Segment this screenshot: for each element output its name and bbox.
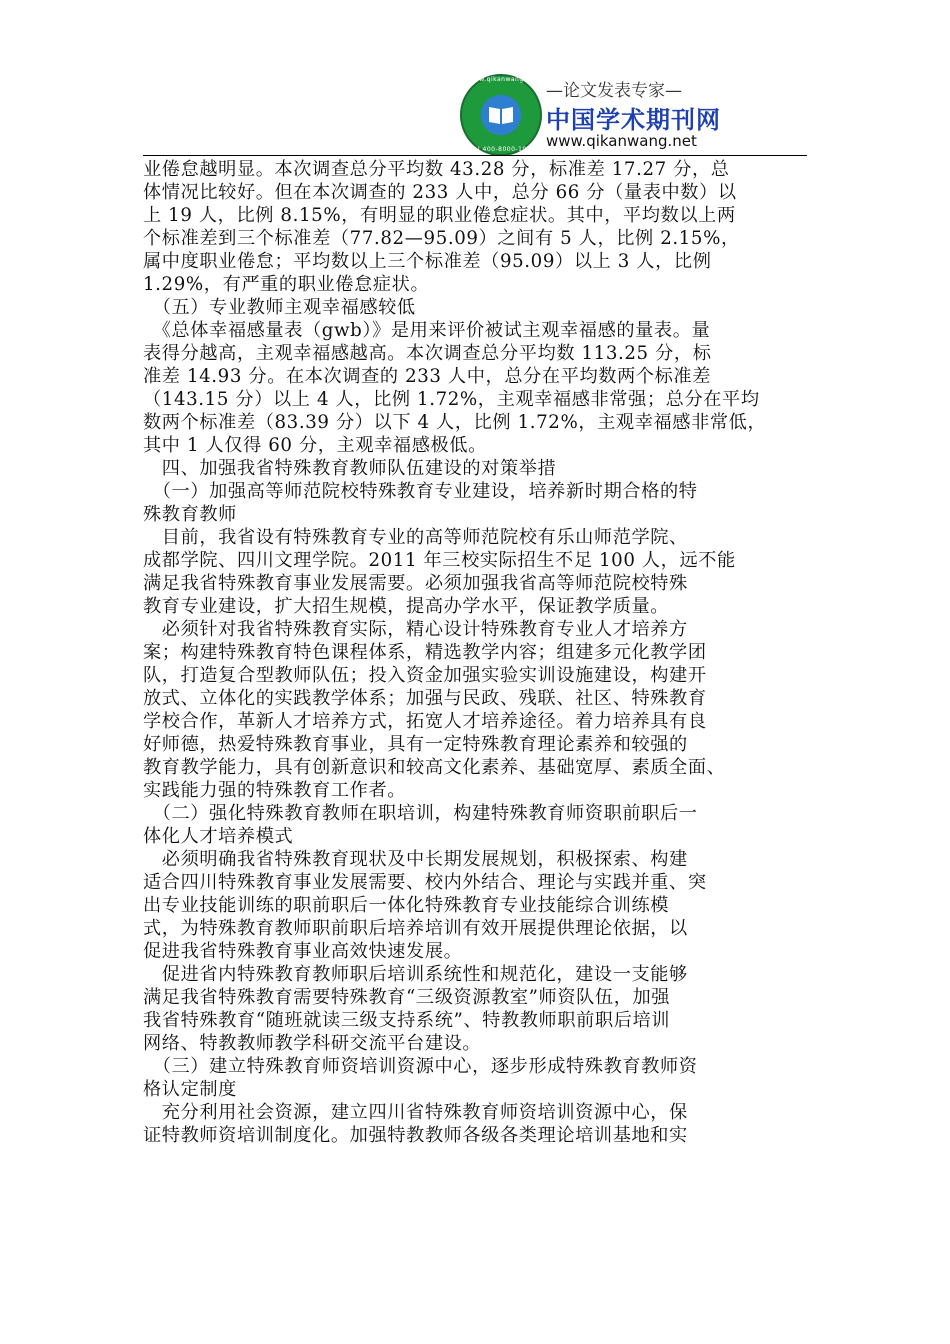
text-line: 《总体幸福感量表（gwb）》是用来评价被试主观幸福感的量表。量	[143, 320, 711, 341]
logo-ring-bottom-text: Tel 400-8000-1922	[470, 146, 536, 153]
text-line: （三）建立特殊教育师资培训资源中心，逐步形成特殊教育教师资	[143, 1056, 698, 1077]
site-slogan: —论文发表专家—	[546, 81, 682, 101]
text-line: 促进省内特殊教育教师职后培训系统性和规范化，建设一支能够	[143, 964, 688, 985]
text-line: 准差 14.93 分。在本次调查的 233 人中，总分在平均数两个标准差	[143, 366, 712, 387]
text-line: 学校合作，革新人才培养方式，拓宽人才培养途径。着力培养具有良	[143, 711, 707, 732]
text-line: 满足我省特殊教育需要特殊教育“三级资源教室”师资队伍，加强	[143, 987, 671, 1008]
text-line: 业倦怠越明显。本次调查总分平均数 43.28 分，标准差 17.27 分，总	[143, 159, 730, 180]
text-line: （二）强化特殊教育教师在职培训，构建特殊教育师资职前职后一	[143, 803, 698, 824]
text-line: 成都学院、四川文理学院。2011 年三校实际招生不足 100 人，远不能	[143, 550, 736, 571]
text-line: 属中度职业倦怠；平均数以上三个标准差（95.09）以上 3 人，比例	[143, 251, 712, 272]
text-line: 充分利用社会资源，建立四川省特殊教育师资培训资源中心，保	[143, 1102, 688, 1123]
site-logo	[460, 74, 542, 156]
text-line: 证特教师资培训制度化。加强特教教师各级各类理论培训基地和实	[143, 1125, 688, 1146]
text-line: 个标准差到三个标准差（77.82—95.09）之间有 5 人，比例 2.15%，	[143, 228, 740, 249]
text-line: 队，打造复合型教师队伍；投入资金加强实验实训设施建设，构建开	[143, 665, 707, 686]
text-line: 案；构建特殊教育特色课程体系，精选教学内容；组建多元化教学团	[143, 642, 707, 663]
text-line: 上 19 人，比例 8.15%，有明显的职业倦怠症状。其中，平均数以上两	[143, 205, 736, 226]
text-line: 我省特殊教育“随班就读三级支持系统”、特教教师职前职后培训	[143, 1010, 671, 1031]
text-line: （143.15 分）以上 4 人，比例 1.72%，主观幸福感非常强；总分在平均	[143, 389, 760, 410]
text-line: 殊教育教师	[143, 504, 237, 525]
text-line: 表得分越高，主观幸福感越高。本次调查总分平均数 113.25 分，标	[143, 343, 712, 364]
text-line: （一）加强高等师范院校特殊教育专业建设，培养新时期合格的特	[143, 481, 698, 502]
text-line: 适合四川特殊教育事业发展需要、校内外结合、理论与实践并重、突	[143, 872, 707, 893]
text-line: 1.29%，有严重的职业倦怠症状。	[143, 274, 430, 295]
site-header	[460, 70, 720, 158]
text-line: 教育专业建设，扩大招生规模，提高办学水平，保证教学质量。	[143, 596, 670, 617]
text-line: 实践能力强的特殊教育工作者。	[143, 780, 407, 801]
text-line: 促进我省特殊教育事业高效快速发展。	[143, 941, 463, 962]
site-url[interactable]: www.qikanwang.net	[546, 132, 697, 150]
text-line: 教育教学能力，具有创新意识和较高文化素养、基础宽厚、素质全面、	[143, 757, 726, 778]
text-line: 放式、立体化的实践教学体系；加强与民政、残联、社区、特殊教育	[143, 688, 707, 709]
text-line: 满足我省特殊教育事业发展需要。必须加强我省高等师范院校特殊	[143, 573, 688, 594]
text-line: 四、加强我省特殊教育教师队伍建设的对策举措	[143, 458, 557, 479]
document-body	[143, 158, 807, 1147]
text-line: 体情况比较好。但在本次调查的 233 人中，总分 66 分（量表中数）以	[143, 182, 737, 203]
text-line: 好师德，热爱特殊教育事业，具有一定特殊教育理论素养和较强的	[143, 734, 688, 755]
text-line: 出专业技能训练的职前职后一体化特殊教育专业技能综合训练模	[143, 895, 670, 916]
site-name: 中国学术期刊网	[546, 106, 721, 134]
header-divider	[143, 155, 807, 156]
text-line: 网络、特教教师教学科研交流平台建设。	[143, 1033, 482, 1054]
book-icon	[481, 95, 521, 135]
text-line: （五）专业教师主观幸福感较低	[143, 297, 416, 318]
text-line: 其中 1 人仅得 60 分，主观幸福感极低。	[143, 435, 487, 456]
text-line: 格认定制度	[143, 1079, 237, 1100]
text-line: 目前，我省设有特殊教育专业的高等师范院校有乐山师范学院、	[143, 527, 688, 548]
logo-ring-top-text: www.qikanwang.net	[468, 76, 538, 83]
text-line: 必须针对我省特殊教育实际，精心设计特殊教育专业人才培养方	[143, 619, 688, 640]
text-line: 必须明确我省特殊教育现状及中长期发展规划，积极探索、构建	[143, 849, 688, 870]
text-line: 数两个标准差（83.39 分）以下 4 人，比例 1.72%，主观幸福感非常低，	[143, 412, 767, 433]
text-line: 式，为特殊教育教师职前职后培养培训有效开展提供理论依据，以	[143, 918, 688, 939]
text-line: 体化人才培养模式	[143, 826, 294, 847]
